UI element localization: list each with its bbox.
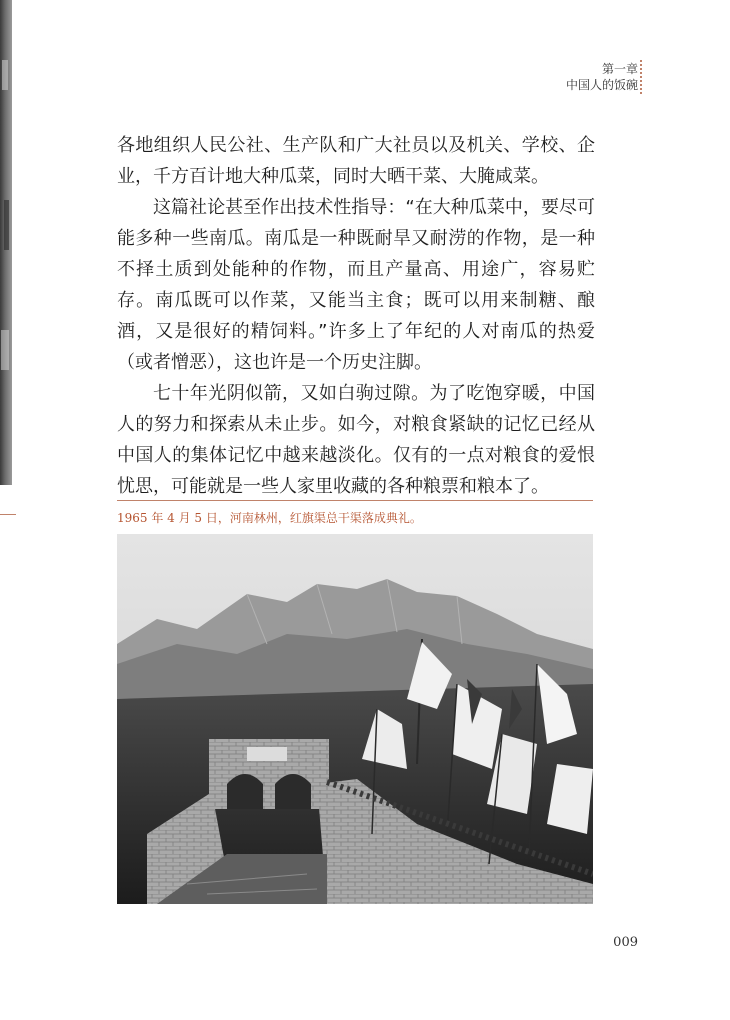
edge-photo-strip: [0, 0, 12, 485]
chapter-title: 中国人的饭碗: [565, 78, 638, 92]
header-dotted-rule: [640, 60, 642, 94]
paragraph-3: 七十年光阴似箭，又如白驹过隙。为了吃饱穿暖，中国人的努力和探索从未止步。如今，对粮食紧缺的记忆已经从中国人的集体记忆中越来越淡化。仅有的一点对粮食的爱恨忧思，可能就是一些人家里收藏的各种粮票和粮本了。: [117, 383, 595, 497]
body-text: [117, 130, 595, 502]
paragraph-2: 这篇社论甚至作出技术性指导：“在大种瓜菜中，要尽可能多种一些南瓜。南瓜是一种既耐旱又耐涝的作物，是一种不择土质到处能种的作物，而且产量高、用途广，容易贮存。南瓜既可以作菜，又能当主食；既可以用来制糖、酿酒，又是很好的精饲料。”许多上了年纪的人对南瓜的热爱（或者憎恶），这也许是一个历史注脚。: [117, 197, 595, 373]
paragraph-1: 各地组织人民公社、生产队和广大社员以及机关、学校、企业，千方百计地大种瓜菜，同时大晒干菜、大腌咸菜。: [117, 135, 595, 187]
margin-tick: [0, 514, 16, 515]
photo-caption: 1965 年 4 月 5 日，河南林州，红旗渠总干渠落成典礼。: [117, 511, 422, 525]
chapter-label: 第一章: [601, 62, 638, 76]
page-number: 009: [613, 935, 638, 950]
photo-canal-ceremony: [117, 534, 593, 904]
caption-rule: [117, 500, 593, 501]
running-header: [566, 61, 638, 93]
